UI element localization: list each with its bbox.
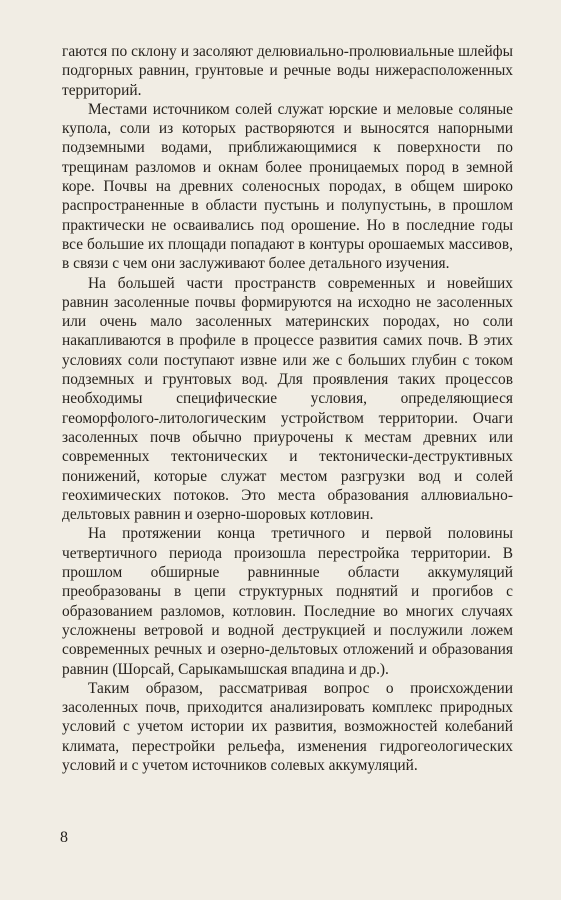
page-body-text [62, 42, 513, 775]
paragraph-4: На протяжении конца третичного и первой половины четвертичного периода произошла перестройка территории. В прошлом обширные равнинные области аккумуляций преобразованы в цепи структурных поднятий и прогибов с образованием разломов, котловин. Последние во многих случаях усложнены ветровой и водной деструкцией и послужили ложем современных речных и озерно-дельтовых отложений и образования равнин (Шорсай, Сарыкамышская впадина и др.). [62, 525, 513, 678]
paragraph-5: Таким образом, рассматривая вопрос о происхождении засоленных почв, приходится анализировать комплекс природных условий с учетом истории их развития, возможностей колебаний климата, перестройки рельефа, изменения гидрогеологических условий и с учетом источников солевых аккумуляций. [62, 679, 513, 774]
page-number: 8 [60, 829, 68, 846]
paragraph-3: На большей части пространств современных и новейших равнин засоленные почвы формируются на исходно не засоленных или очень мало засоленных материнских породах, но соли накапливаются в профиле в процессе развития самих почв. В этих условиях соли поступают извне или же с больших глубин с током подземных и грунтовых вод. Для проявления таких процессов необходимы специфические условия, определяющиеся геоморфолого-литологическим устройством территории. Очаги засоленных почв обычно приурочены к местам древних или современных тектонических и тектонически-деструктивных понижений, которые служат местом разгрузки вод и солей геохимических потоков. Это места образования аллювиально-дельтовых равнин и озерно-шоровых котловин. [62, 274, 513, 524]
paragraph-1: гаются по склону и засоляют делювиально-пролювиальные шлейфы подгорных равнин, грунтовые и речные воды нижерасположенных территорий. [62, 43, 513, 99]
paragraph-2: Местами источником солей служат юрские и меловые соляные купола, соли из которых растворяются и выносятся напорными подземными водами, приближающимися к поверхности по трещинам разломов и окнам более проницаемых пород в земной коре. Почвы на древних соленосных породах, в общем широко распространенные в области пустынь и полупустынь, в прошлом практически не осваивались под орошение. Но в последние годы все большие их площади попадают в контуры орошаемых массивов, в связи с чем они заслуживают более детального изучения. [62, 100, 513, 273]
